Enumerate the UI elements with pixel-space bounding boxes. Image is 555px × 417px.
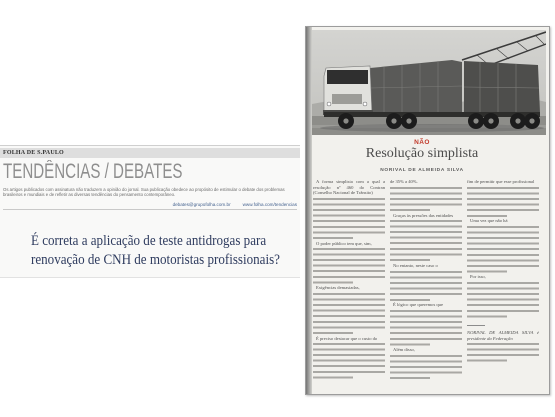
paragraph-text: Exigências demasiadas, (316, 285, 360, 291)
paragraph (313, 179, 385, 241)
text-lines (467, 185, 539, 219)
paragraph-text: Além disso, (393, 346, 415, 352)
paragraph (313, 241, 385, 286)
text-lines (467, 341, 539, 363)
paragraph-text: Uma vez que não há (470, 218, 508, 224)
text-lines (390, 185, 462, 213)
paragraph-text: É preciso destacar que o custo do (316, 335, 378, 341)
author-bio-text: NORIVAL DE ALMEIDA SILVA é presidente da Federação (467, 329, 539, 341)
paragraph (467, 179, 539, 218)
text-column-2 (390, 179, 462, 385)
truck-cargo (370, 60, 540, 113)
masthead-band (0, 148, 300, 158)
paragraph (467, 274, 539, 319)
paragraph (390, 179, 462, 213)
paragraph-text: de 35% a 40%. (390, 179, 418, 184)
paragraph-text: Por isso, (470, 274, 486, 280)
paragraph-text: fim de permitir que esse profissional (467, 179, 535, 184)
newspaper-masthead: FOLHA DE S.PAULO (3, 150, 64, 156)
contact-row (173, 202, 297, 207)
paragraph-text: A forma simplista com a qual a resolução nº 460 do Contran (Conselho Nacional de Trânsito) (313, 179, 385, 196)
paragraph (313, 285, 385, 335)
left-page-clipping (0, 145, 300, 278)
paragraph-text: No entanto, neste caso o (393, 262, 438, 268)
text-lines (467, 224, 539, 274)
text-lines (313, 341, 385, 380)
paragraph-text: Graças às pressões das entidades (393, 212, 454, 218)
text-lines (390, 218, 462, 263)
stance-label: NÃO (414, 139, 430, 146)
paragraph (390, 213, 462, 263)
text-column-3 (467, 179, 539, 385)
bio-divider (467, 325, 485, 326)
text-lines (390, 308, 462, 347)
text-lines (313, 246, 385, 285)
paragraph (390, 263, 462, 302)
email-address: debates@grupofolha.com.br (172, 202, 231, 207)
text-lines (313, 291, 385, 336)
text-lines (313, 196, 385, 241)
paragraph (390, 302, 462, 347)
truck-photo (312, 30, 546, 135)
section-title: TENDÊNCIAS / DEBATES (3, 160, 183, 183)
truck-cab (323, 66, 373, 115)
website-url: www.folha.com/tendencias (242, 202, 297, 207)
paragraph (467, 218, 539, 274)
editorial-disclaimer: Os artigos publicados com assinatura não traduzem a opinião do jornal. Sua publicação obedece ao propósito de estimular o debate dos problemas brasileiros e mundiais e de refletir as diversas tendências do pensamento contemporâneo. (3, 187, 285, 198)
text-lines (390, 269, 462, 303)
debate-question-line-1: É correta a aplicação de teste antidrogas para (31, 233, 267, 249)
truck-shadow (320, 124, 544, 132)
author-bio (467, 330, 539, 364)
text-lines (467, 280, 539, 319)
author-byline: NORIVAL DE ALMEIDA SILVA (380, 168, 464, 173)
article-headline: Resolução simplista (365, 146, 479, 161)
paragraph-text: É lógico que queremos que (393, 302, 444, 308)
paragraph (313, 336, 385, 381)
debate-question-line-2: renovação de CNH de motoristas profissionais? (31, 252, 280, 268)
text-lines (390, 353, 462, 381)
text-column-1 (313, 179, 385, 385)
paragraph (390, 347, 462, 381)
paragraph-text: O poder público tem que, sim, (316, 240, 372, 246)
right-page-scan (305, 26, 550, 395)
truck-chassis (324, 112, 540, 117)
divider (3, 209, 297, 210)
